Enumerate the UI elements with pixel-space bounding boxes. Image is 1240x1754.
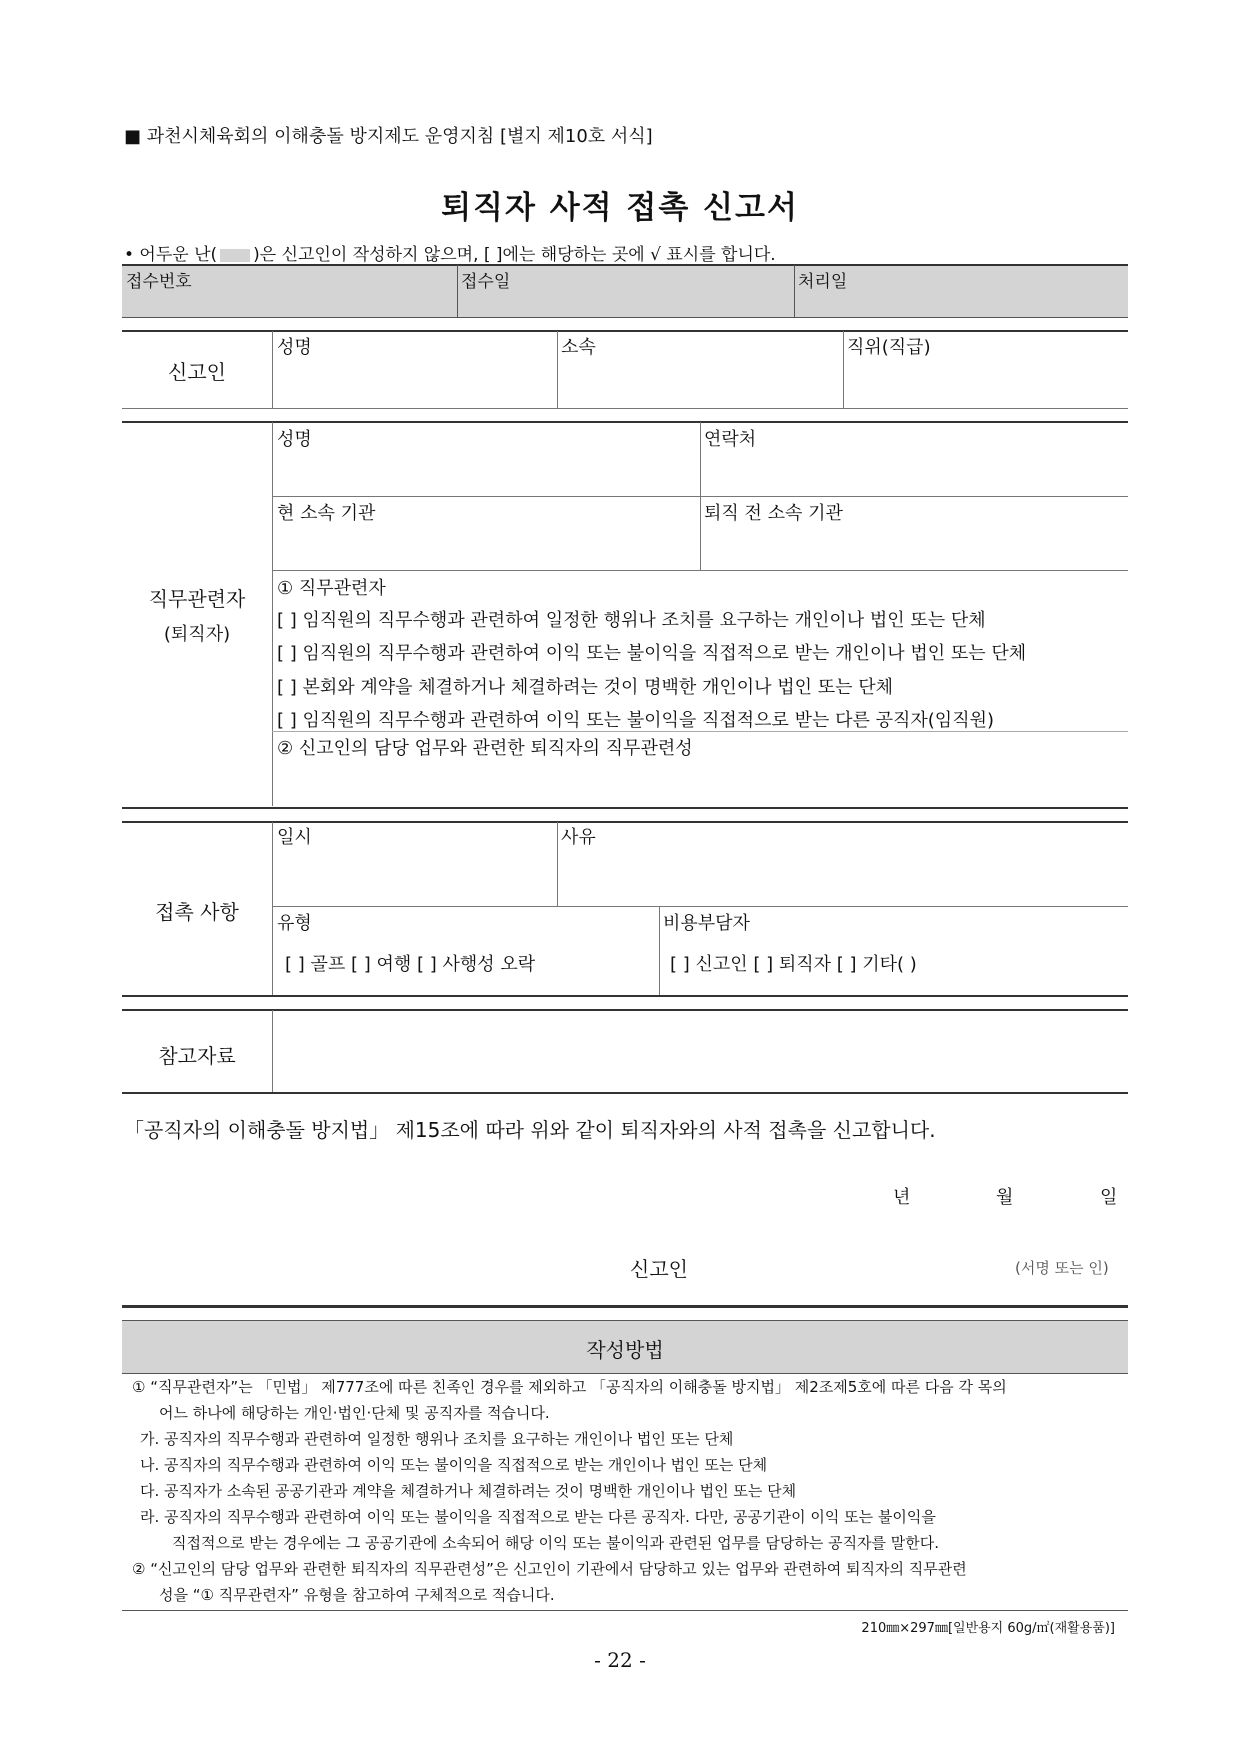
reporter-affiliation-field[interactable]: 소속 xyxy=(561,337,596,358)
related-type-option[interactable]: [ ] 임직원의 직무수행과 관련하여 이익 또는 불이익을 직접적으로 받는 개인이나 법인 또는 단체 xyxy=(277,643,1027,664)
form-reference-note: ■ 과천시체육회의 이해충돌 방지제도 운영지침 [별지 제10호 서식] xyxy=(124,126,653,147)
related-name-field[interactable]: 성명 xyxy=(277,429,312,450)
receipt-number-label: 접수번호 xyxy=(126,272,192,292)
date-day-label[interactable]: 일 xyxy=(1100,1187,1118,1208)
related-type-option[interactable]: [ ] 본회와 계약을 체결하거나 체결하려는 것이 명백한 개인이나 법인 또는 단체 xyxy=(277,677,894,698)
related-person-type-heading: ① 직무관련자 xyxy=(277,578,386,599)
cost-bearer-label: 비용부담자 xyxy=(663,913,750,934)
processing-date-label: 처리일 xyxy=(798,272,848,292)
related-contact-field[interactable]: 연락처 xyxy=(704,429,757,450)
receipt-block xyxy=(122,265,1128,317)
reference-field[interactable] xyxy=(274,1011,1126,1091)
related-person-section-sublabel: (퇴직자) xyxy=(163,624,231,645)
receipt-date-label: 접수일 xyxy=(461,272,511,292)
contact-type-options[interactable]: [ ] 골프 [ ] 여행 [ ] 사행성 오락 xyxy=(285,954,536,975)
guide-line: 다. 공직자가 소속된 공공기관과 계약을 체결하거나 체결하려는 것이 명백한 개인이나 법인 또는 단체 xyxy=(140,1482,797,1500)
guide-line: 나. 공직자의 직무수행과 관련하여 이익 또는 불이익을 직접적으로 받는 개인이나 법인 또는 단체 xyxy=(140,1456,768,1474)
contact-datetime-field[interactable]: 일시 xyxy=(277,827,312,848)
reference-section-label: 참고자료 xyxy=(158,1044,236,1068)
guide-line: ② “신고인의 담당 업무와 관련한 퇴직자의 직무관련성”은 신고인이 기관에서 담당하고 있는 업무와 관련하여 퇴직자의 직무관련 xyxy=(132,1560,967,1578)
guide-heading: 작성방법 xyxy=(586,1338,664,1362)
reporter-position-field[interactable]: 직위(직급) xyxy=(847,337,931,358)
page-title: 퇴직자 사적 접촉 신고서 xyxy=(441,190,799,226)
contact-section-label: 접촉 사항 xyxy=(155,900,239,924)
reporter-name-field[interactable]: 성명 xyxy=(277,337,312,358)
page-number: - 22 - xyxy=(594,1648,646,1672)
current-org-field[interactable]: 현 소속 기관 xyxy=(277,503,376,524)
related-type-option[interactable]: [ ] 임직원의 직무수행과 관련하여 일정한 행위나 조치를 요구하는 개인이나 법인 또는 단체 xyxy=(277,610,986,631)
job-relevance-field[interactable]: ② 신고인의 담당 업무와 관련한 퇴직자의 직무관련성 xyxy=(277,738,693,759)
shaded-box-sample xyxy=(220,249,250,262)
guide-line: 성을 “① 직무관련자” 유형을 참고하여 구체적으로 적습니다. xyxy=(159,1586,555,1604)
signature-reporter-label: 신고인 xyxy=(630,1257,688,1281)
contact-type-label: 유형 xyxy=(277,913,312,934)
guide-line: ① “직무관련자”는 「민법」 제777조에 따른 친족인 경우를 제외하고 「공직자의 이해충돌 방지법」 제2조제5호에 따른 다음 각 목의 xyxy=(132,1378,1007,1396)
date-year-label[interactable]: 년 xyxy=(893,1187,911,1208)
former-org-field[interactable]: 퇴직 전 소속 기관 xyxy=(704,503,843,524)
reporter-section-label: 신고인 xyxy=(168,360,226,384)
guide-line: 직접적으로 받는 경우에는 그 공공기관에 소속되어 해당 이익 또는 불이익과 관련된 업무를 담당하는 공직자를 말한다. xyxy=(172,1534,940,1552)
instruction-text-start: • 어두운 난( xyxy=(124,245,218,265)
contact-reason-field[interactable]: 사유 xyxy=(561,827,596,848)
related-type-option[interactable]: [ ] 임직원의 직무수행과 관련하여 이익 또는 불이익을 직접적으로 받는 다른 공직자(임직원) xyxy=(277,710,994,731)
related-person-section-label: 직무관련자 xyxy=(148,587,246,611)
paper-spec: 210㎜×297㎜[일반용지 60g/㎡(재활용품)] xyxy=(861,1621,1115,1636)
declaration-text: 「공직자의 이해충돌 방지법」 제15조에 따라 위와 같이 퇴직자와의 사적 접촉을 신고합니다. xyxy=(124,1118,936,1142)
instruction-line xyxy=(124,240,776,265)
guide-line: 라. 공직자의 직무수행과 관련하여 이익 또는 불이익을 직접적으로 받는 다른 공직자. 다만, 공공기관이 이익 또는 불이익을 xyxy=(140,1508,936,1526)
guide-line: 어느 하나에 해당하는 개인·법인·단체 및 공직자를 적습니다. xyxy=(159,1404,550,1422)
guide-line: 가. 공직자의 직무수행과 관련하여 일정한 행위나 조치를 요구하는 개인이나 법인 또는 단체 xyxy=(140,1430,734,1448)
date-month-label[interactable]: 월 xyxy=(996,1187,1014,1208)
instruction-text-end: )은 신고인이 작성하지 않으며, [ ]에는 해당하는 곳에 √ 표시를 합니다. xyxy=(253,245,776,265)
signature-field[interactable]: (서명 또는 인) xyxy=(1015,1259,1109,1277)
cost-bearer-options[interactable]: [ ] 신고인 [ ] 퇴직자 [ ] 기타( ) xyxy=(670,954,917,975)
